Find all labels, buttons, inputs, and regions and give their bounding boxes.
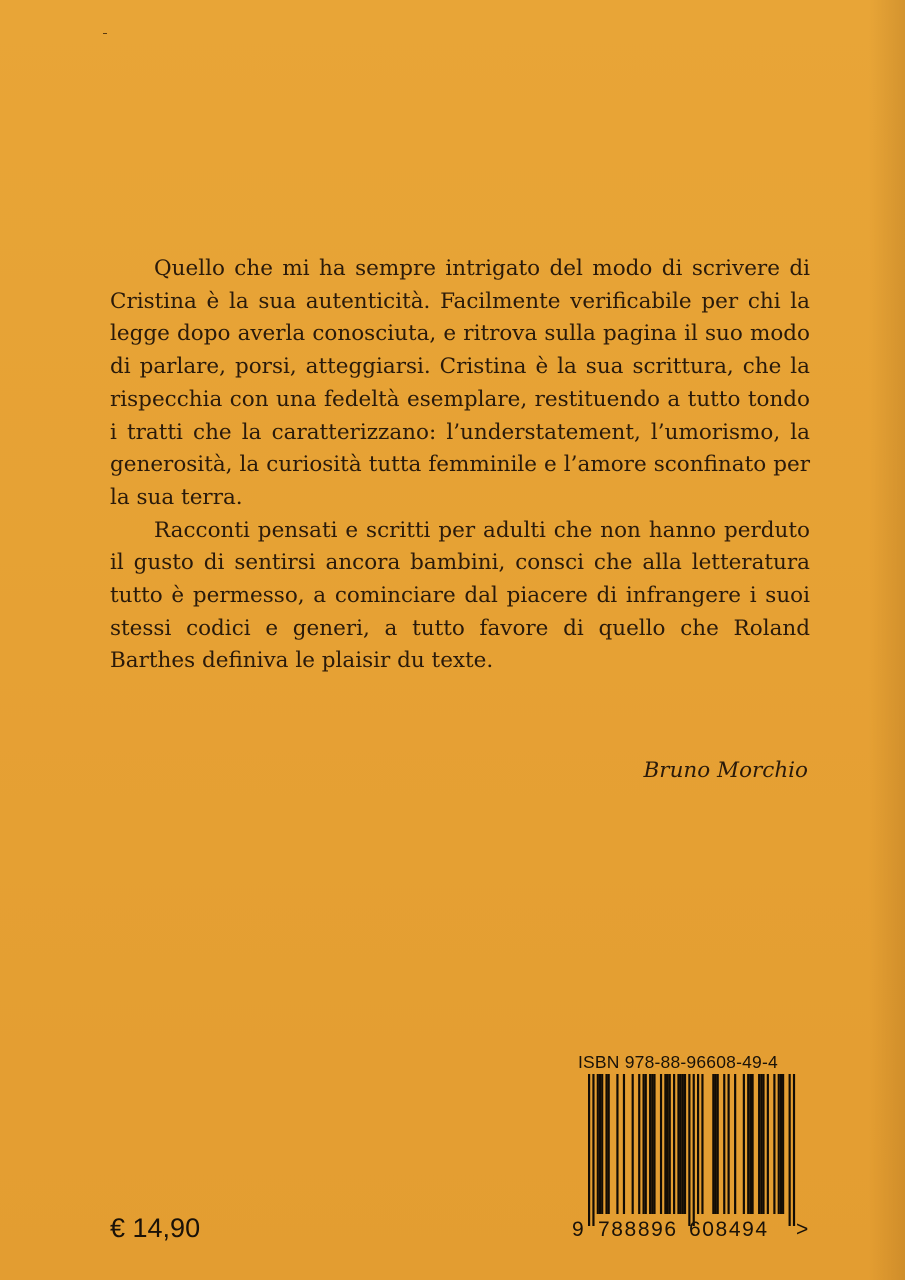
barcode-bar-10 xyxy=(638,1074,640,1214)
blurb-text xyxy=(110,253,810,678)
barcode-bar-38 xyxy=(752,1074,754,1214)
barcode-bar-44 xyxy=(778,1074,780,1214)
barcode-bar-5 xyxy=(605,1074,607,1214)
barcode-bar-25 xyxy=(688,1074,690,1226)
blurb-paragraph-1: Quello che mi ha sempre intrigato del modo di scrivere di Cristina è la sua autenticità. Facilmente verificabile per chi la legge dopo averla conosciuta, e ritrova sulla pagina il suo modo di parlare, porsi, atteggiarsi. Cristina è la sua scrittura, che la rispecchia con una fedeltà esemplare, restituendo a tutto tondo i tratti che la caratterizzano: l’understatement, l’umorismo, la generosità, la curiosità tutta femminile e l’amore sconfinato per la sua terra. xyxy=(110,256,810,510)
barcode-bar-15 xyxy=(653,1074,655,1214)
barcode-bar-19 xyxy=(669,1074,671,1214)
barcode-left-group: 788896 xyxy=(598,1218,678,1241)
barcode-bar-11 xyxy=(643,1074,645,1214)
barcode-bar-0 xyxy=(588,1074,590,1226)
barcode-bar-6 xyxy=(608,1074,610,1214)
author-signature: Bruno Morchio xyxy=(643,758,808,783)
barcode-bar-4 xyxy=(601,1074,603,1214)
barcode-bar-26 xyxy=(693,1074,695,1226)
barcode-bar-28 xyxy=(701,1074,703,1214)
barcode-bar-47 xyxy=(789,1074,791,1226)
barcode-bar-20 xyxy=(673,1074,675,1214)
barcode-bar-29 xyxy=(712,1074,714,1214)
barcode-bar-16 xyxy=(660,1074,662,1214)
print-mark xyxy=(103,33,107,34)
barcode-bar-1 xyxy=(592,1074,594,1226)
barcode-bar-8 xyxy=(623,1074,625,1214)
barcode-bar-3 xyxy=(599,1074,601,1214)
barcode-bar-12 xyxy=(645,1074,647,1214)
barcode-bar-23 xyxy=(682,1074,684,1214)
isbn-label: ISBN 978-88-96608-49-4 xyxy=(578,1052,778,1072)
barcode-right-group: 608494 xyxy=(689,1218,769,1241)
barcode-bar-45 xyxy=(780,1074,782,1214)
barcode-bar-14 xyxy=(651,1074,653,1214)
barcode-bar-2 xyxy=(597,1074,599,1214)
barcode-end-mark: > xyxy=(796,1218,809,1241)
barcode-bar-18 xyxy=(666,1074,668,1214)
barcode-bar-46 xyxy=(782,1074,784,1214)
barcode-bar-42 xyxy=(767,1074,769,1214)
barcode-bar-31 xyxy=(717,1074,719,1214)
barcode-bar-7 xyxy=(616,1074,618,1214)
barcode-bar-35 xyxy=(743,1074,745,1214)
barcode-area xyxy=(572,1052,810,1247)
barcode-bar-39 xyxy=(758,1074,760,1214)
blurb-paragraph-2: Racconti pensati e scritti per adulti che non hanno perduto il gusto di sentirsi ancora bambini, consci che alla letteratura tutto è permesso, a cominciare dal piacere di infrangere i suoi stessi codici e generi, a tutto favore di quello che Roland Barthes definiva le plaisir du texte. xyxy=(110,517,810,674)
barcode-bar-24 xyxy=(684,1074,686,1214)
barcode-bar-27 xyxy=(697,1074,699,1214)
barcode-bar-36 xyxy=(747,1074,749,1214)
barcode-bar-32 xyxy=(723,1074,725,1214)
barcode-bar-41 xyxy=(762,1074,764,1214)
barcode-bar-37 xyxy=(749,1074,751,1214)
barcode-bar-21 xyxy=(677,1074,679,1214)
barcode-bars xyxy=(572,1074,810,1226)
barcode-bar-43 xyxy=(773,1074,775,1214)
barcode-bar-33 xyxy=(728,1074,730,1214)
barcode-lead-digit: 9 xyxy=(572,1218,584,1241)
barcode-bar-34 xyxy=(734,1074,736,1214)
price-label: € 14,90 xyxy=(110,1213,201,1243)
barcode-bar-40 xyxy=(760,1074,762,1214)
barcode-bar-48 xyxy=(793,1074,795,1226)
barcode-bar-22 xyxy=(680,1074,682,1214)
barcode-bar-17 xyxy=(664,1074,666,1214)
barcode-bar-13 xyxy=(649,1074,651,1214)
barcode-bar-30 xyxy=(714,1074,716,1214)
barcode-bar-9 xyxy=(632,1074,634,1214)
